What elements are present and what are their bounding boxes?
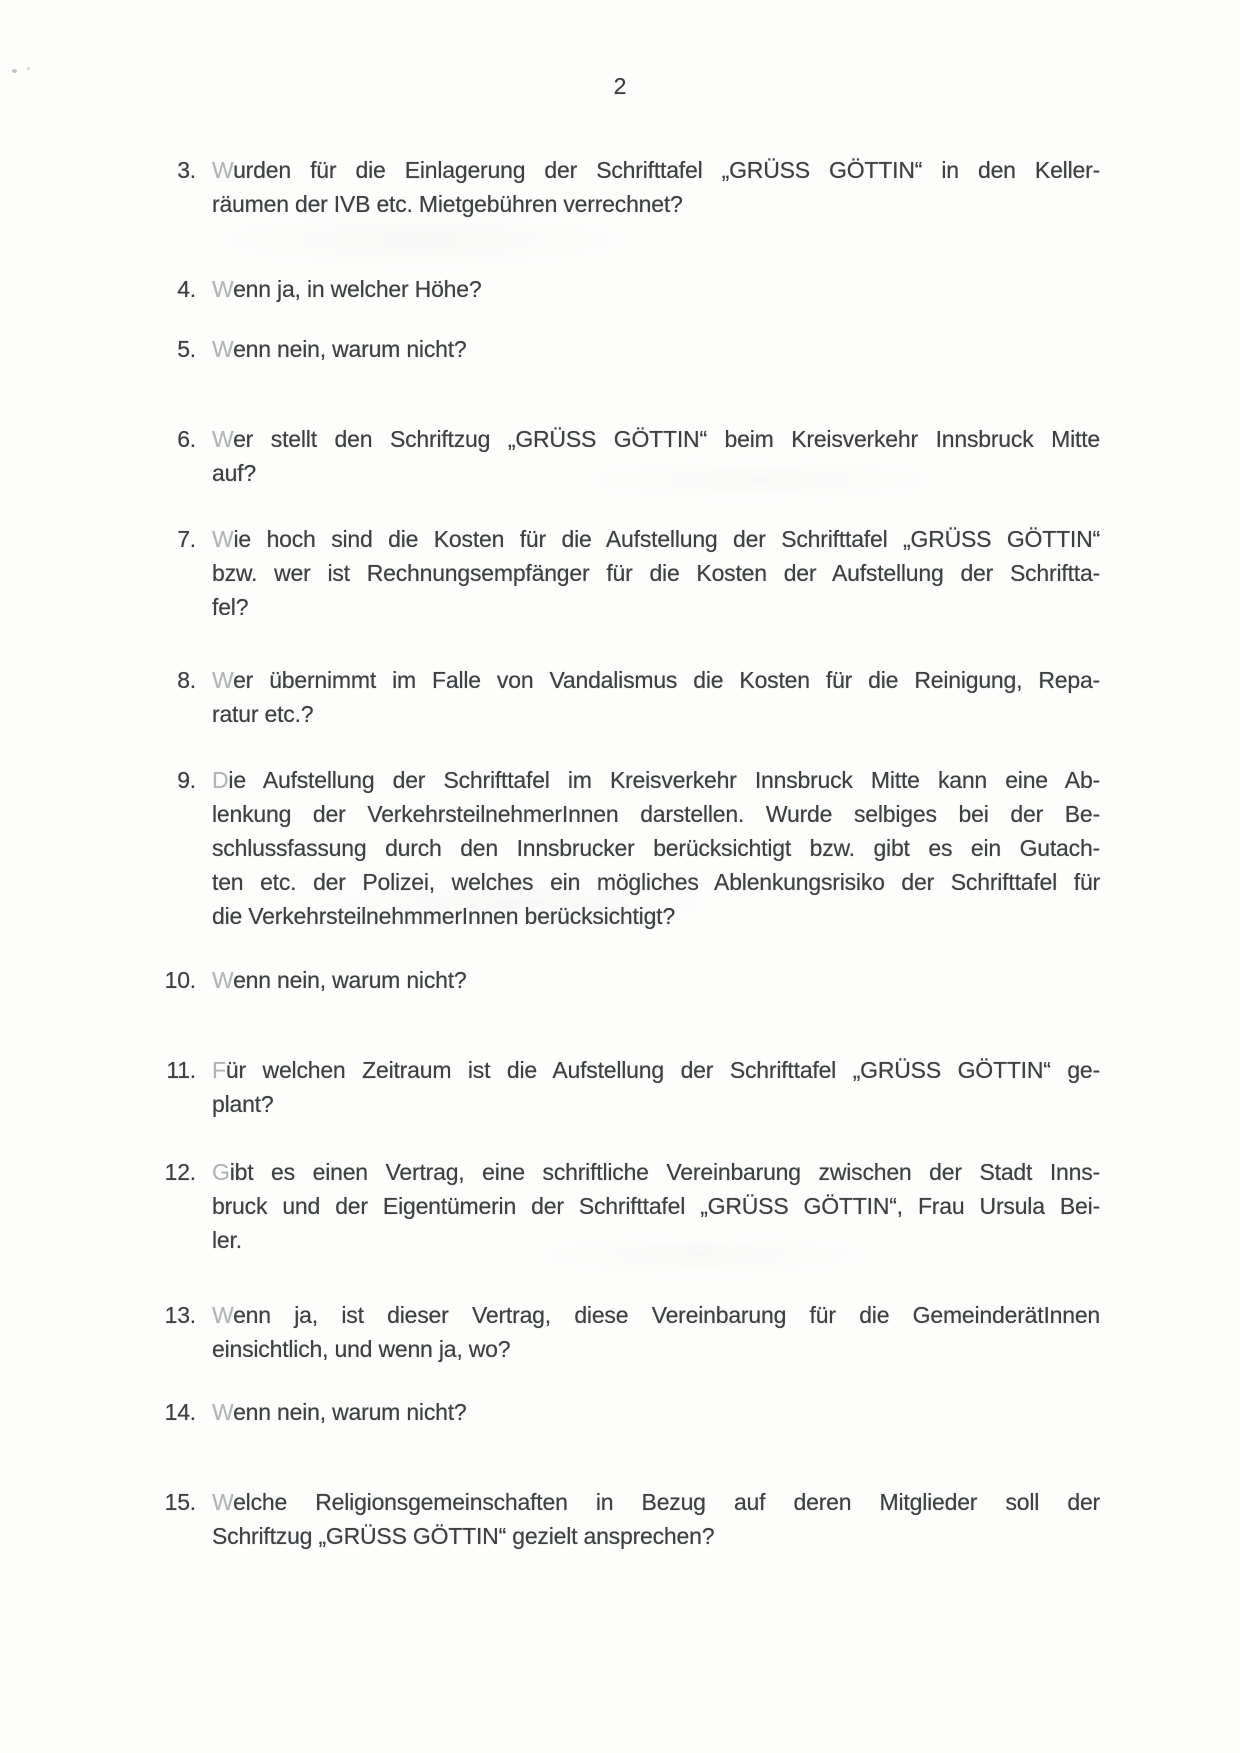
question-text — [212, 763, 1100, 933]
question-text — [212, 663, 1100, 731]
question-line: Gibt es einen Vertrag, eine schriftliche Vereinbarung zwischen der Stadt Inns- — [212, 1159, 1100, 1185]
question-item — [160, 153, 1100, 221]
question-line: Wenn nein, warum nicht? — [212, 1399, 467, 1425]
question-line: Wenn nein, warum nicht? — [212, 336, 467, 362]
question-item — [160, 1395, 1100, 1429]
question-line: räumen der IVB etc. Mietgebühren verrechnet? — [212, 191, 683, 217]
faded-first-letter: W — [212, 157, 234, 183]
question-line: ler. — [212, 1227, 242, 1253]
question-number: 9. — [177, 767, 196, 793]
faded-first-letter: W — [212, 967, 234, 993]
question-number: 15. — [164, 1489, 196, 1515]
question-line: bruck und der Eigentümerin der Schrifttafel „GRÜSS GÖTTIN“, Frau Ursula Bei- — [212, 1193, 1100, 1219]
question-line: Wenn ja, ist dieser Vertrag, diese Vereinbarung für die GemeinderätInnen — [212, 1302, 1100, 1328]
faded-first-letter: W — [212, 1489, 234, 1515]
question-item — [160, 1298, 1100, 1366]
question-item — [160, 422, 1100, 490]
question-line: ratur etc.? — [212, 701, 314, 727]
question-number: 10. — [164, 967, 196, 993]
question-text — [212, 422, 1100, 490]
question-line: Wie hoch sind die Kosten für die Aufstellung der Schrifttafel „GRÜSS GÖTTIN“ — [212, 526, 1100, 552]
faded-first-letter: W — [212, 1302, 234, 1328]
question-number: 13. — [164, 1302, 196, 1328]
question-item — [160, 522, 1100, 624]
question-line: plant? — [212, 1091, 274, 1117]
question-line: ten etc. der Polizei, welches ein mögliches Ablenkungsrisiko der Schrifttafel für — [212, 869, 1100, 895]
faded-first-letter: W — [212, 336, 234, 362]
question-item — [160, 1155, 1100, 1257]
question-number: 3. — [177, 157, 196, 183]
question-line: bzw. wer ist Rechnungsempfänger für die Kosten der Aufstellung der Schriftta- — [212, 560, 1100, 586]
question-item — [160, 1053, 1100, 1121]
question-line: fel? — [212, 594, 249, 620]
question-item — [160, 663, 1100, 731]
faded-first-letter: W — [212, 426, 234, 452]
faded-first-letter: G — [212, 1159, 230, 1185]
question-number: 14. — [164, 1399, 196, 1425]
question-text — [212, 332, 1100, 366]
question-text — [212, 963, 1100, 997]
question-item — [160, 1485, 1100, 1553]
question-item — [160, 963, 1100, 997]
question-number: 12. — [164, 1159, 196, 1185]
question-item — [160, 332, 1100, 366]
question-line: Wer stellt den Schriftzug „GRÜSS GÖTTIN“ beim Kreisverkehr Innsbruck Mitte — [212, 426, 1100, 452]
question-line: Wer übernimmt im Falle von Vandalismus die Kosten für die Reinigung, Repa- — [212, 667, 1100, 693]
question-line: Wenn nein, warum nicht? — [212, 967, 467, 993]
faded-first-letter: W — [212, 1399, 234, 1425]
question-text — [212, 1155, 1100, 1257]
faded-first-letter: W — [212, 667, 234, 693]
question-line: lenkung der VerkehrsteilnehmerInnen darstellen. Wurde selbiges bei der Be- — [212, 801, 1100, 827]
question-line: Welche Religionsgemeinschaften in Bezug auf deren Mitglieder soll der — [212, 1489, 1100, 1515]
question-line: Schriftzug „GRÜSS GÖTTIN“ gezielt ansprechen? — [212, 1523, 715, 1549]
question-number: 7. — [177, 526, 196, 552]
question-line: Wurden für die Einlagerung der Schrifttafel „GRÜSS GÖTTIN“ in den Keller- — [212, 157, 1100, 183]
question-item — [160, 763, 1100, 933]
question-text — [212, 522, 1100, 624]
question-text — [212, 153, 1100, 221]
question-text — [212, 1053, 1100, 1121]
question-number: 11. — [166, 1057, 196, 1083]
question-line: Wenn ja, in welcher Höhe? — [212, 276, 482, 302]
question-text — [212, 1298, 1100, 1366]
faded-first-letter: W — [212, 526, 234, 552]
question-line: schlussfassung durch den Innsbrucker berücksichtigt bzw. gibt es ein Gutach- — [212, 835, 1100, 861]
question-line: Für welchen Zeitraum ist die Aufstellung der Schrifttafel „GRÜSS GÖTTIN“ ge- — [212, 1057, 1100, 1083]
question-line: einsichtlich, und wenn ja, wo? — [212, 1336, 511, 1362]
question-line: die VerkehrsteilnehmmerInnen berücksichtigt? — [212, 903, 675, 929]
question-text — [212, 272, 1100, 306]
faded-first-letter: W — [212, 276, 234, 302]
faded-first-letter: D — [212, 767, 229, 793]
question-number: 8. — [177, 667, 196, 693]
page-number: 2 — [613, 73, 627, 99]
question-number: 4. — [177, 276, 196, 302]
question-line: auf? — [212, 460, 256, 486]
question-item — [160, 272, 1100, 306]
question-line: Die Aufstellung der Schrifttafel im Kreisverkehr Innsbruck Mitte kann eine Ab- — [212, 767, 1100, 793]
question-number: 6. — [177, 426, 196, 452]
question-number: 5. — [177, 336, 196, 362]
question-text — [212, 1485, 1100, 1553]
question-text — [212, 1395, 1100, 1429]
faded-first-letter: F — [212, 1057, 226, 1083]
